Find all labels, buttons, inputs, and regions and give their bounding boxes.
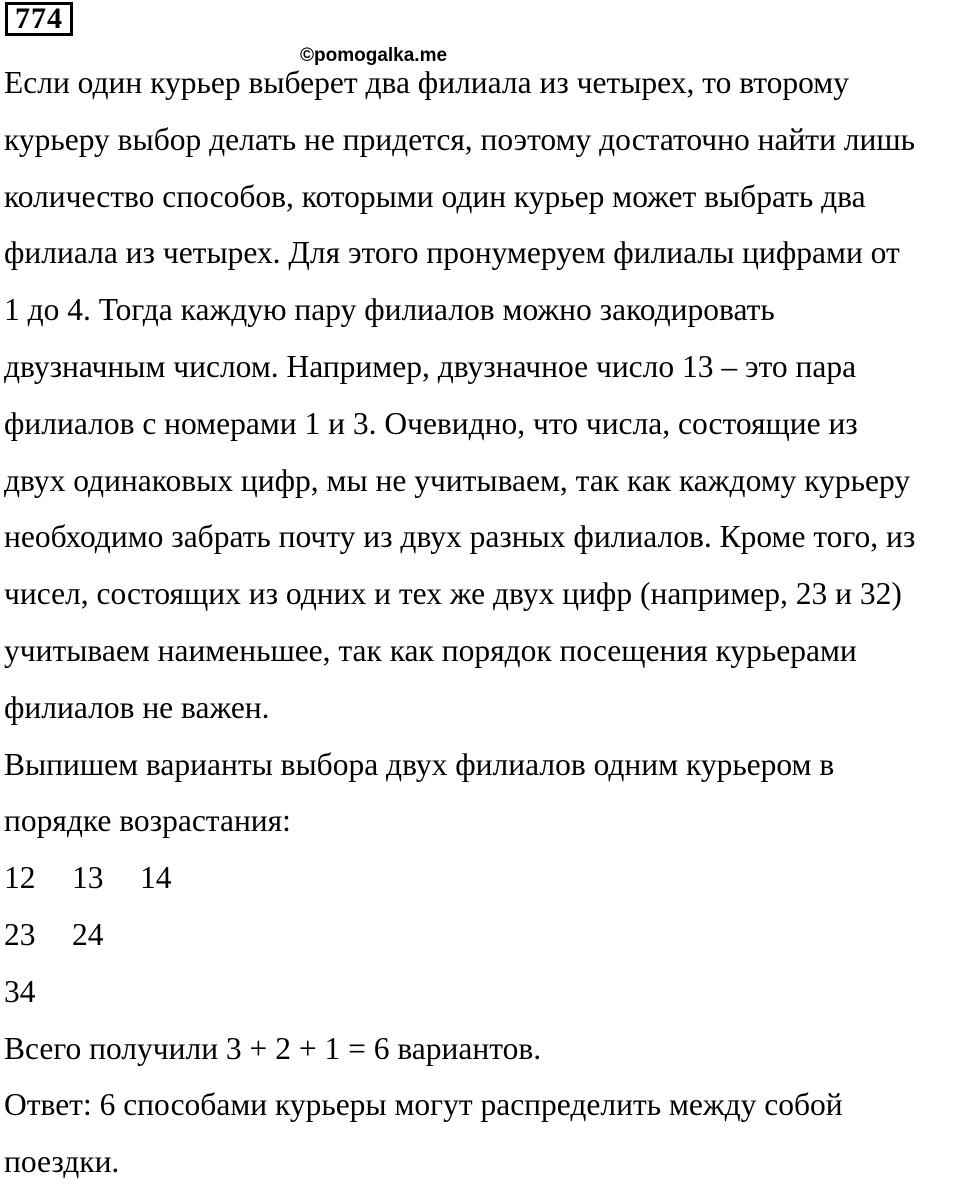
answer-line: Ответ: 6 способами курьеры могут распределить между собой bbox=[4, 1087, 843, 1123]
problem-number: 774 bbox=[5, 2, 73, 36]
paragraph-line: необходимо забрать почту из двух разных филиалов. Кроме того, из bbox=[4, 519, 916, 555]
pairs-row bbox=[4, 907, 958, 964]
paragraph-line: двузначным числом. Например, двузначное число 13 – это пара bbox=[4, 348, 857, 384]
pairs-row bbox=[4, 850, 958, 907]
watermark: ©pomogalka.me bbox=[300, 45, 448, 66]
pair-value: 23 bbox=[4, 916, 36, 952]
pair-value: 24 bbox=[72, 916, 104, 952]
pair-value: 34 bbox=[4, 973, 36, 1009]
total-line: Всего получили 3 + 2 + 1 = 6 вариантов. bbox=[4, 1030, 542, 1066]
paragraph-line: 1 до 4. Тогда каждую пару филиалов можно закодировать bbox=[4, 292, 775, 328]
paragraph-line: курьеру выбор делать не придется, поэтому достаточно найти лишь bbox=[4, 121, 915, 157]
answer-line: поездки. bbox=[4, 1144, 120, 1180]
paragraph-line: филиалов не важен. bbox=[4, 689, 270, 725]
paragraph-line: учитываем наименьшее, так как порядок посещения курьерами bbox=[4, 632, 857, 668]
pair-value: 13 bbox=[72, 860, 104, 896]
paragraph-line: двух одинаковых цифр, мы не учитываем, так как каждому курьеру bbox=[4, 462, 911, 498]
pairs-row bbox=[4, 964, 958, 1021]
intro-line: порядке возрастания: bbox=[4, 803, 291, 839]
paragraph-line: чисел, состоящих из одних и тех же двух цифр (например, 23 и 32) bbox=[4, 576, 902, 612]
paragraph-line: филиалов с номерами 1 и 3. Очевидно, что числа, состоящие из bbox=[4, 405, 858, 441]
pair-value: 14 bbox=[140, 860, 172, 896]
pair-value: 12 bbox=[4, 860, 36, 896]
intro-line: Выпишем варианты выбора двух филиалов одним курьером в bbox=[4, 746, 835, 782]
solution-text bbox=[4, 55, 958, 1191]
paragraph-line: количество способов, которыми один курьер может выбрать два bbox=[4, 178, 866, 214]
paragraph-line: Если один курьер выберет два филиала из четырех, то второму bbox=[4, 65, 849, 100]
paragraph-line: филиала из четырех. Для этого пронумеруем филиалы цифрами от bbox=[4, 235, 900, 271]
